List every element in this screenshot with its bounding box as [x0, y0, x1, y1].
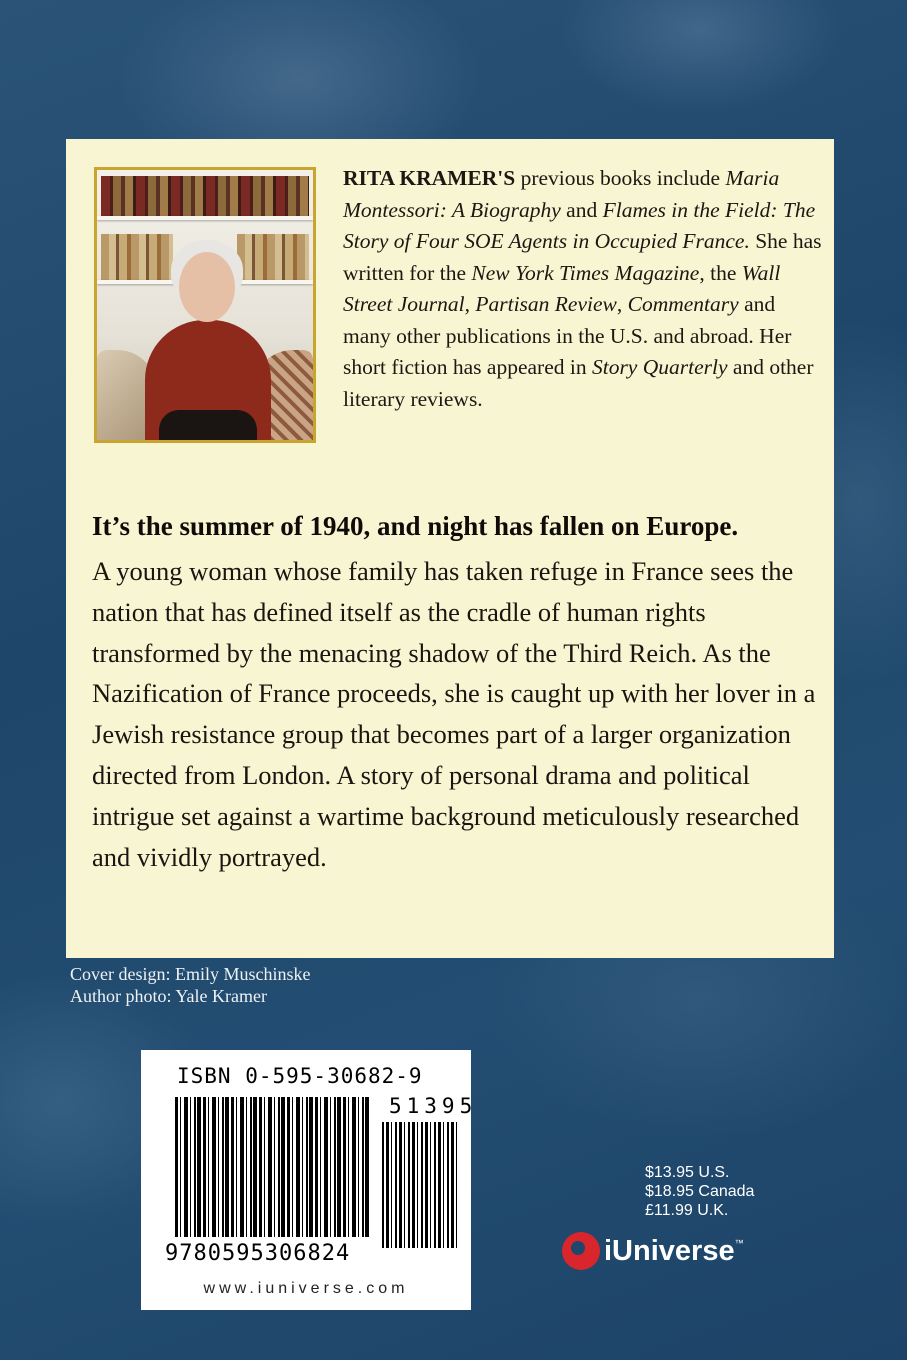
publication-title: Commentary [627, 292, 739, 316]
barcode-box [141, 1050, 478, 1310]
author-face [179, 252, 235, 322]
book-title: Maria Montessori: A Biography [343, 166, 780, 222]
author-name: RITA KRAMER'S [343, 166, 516, 190]
bio-text: previous books include [515, 166, 726, 190]
bookshelf-row [101, 234, 173, 280]
bio-text: , the [699, 260, 742, 285]
author-photo [94, 167, 316, 443]
info-panel [66, 139, 834, 958]
price-us: $13.95 U.S. [645, 1164, 730, 1181]
price-list [645, 1163, 754, 1220]
cover-design-credit: Cover design: Emily Muschinske [70, 964, 311, 984]
bookshelf-row [101, 176, 309, 216]
bio-text: She has written for the [343, 229, 822, 285]
ean-barcode [175, 1097, 369, 1237]
bookshelf-row [237, 234, 309, 280]
author-bio [343, 163, 823, 415]
author-photo-credit: Author photo: Yale Kramer [70, 986, 267, 1006]
bio-text: and [560, 197, 603, 222]
bio-text: and other literary reviews. [343, 355, 814, 411]
blurb-text: A young woman whose family has taken refuge in France sees the nation that has defined itself as the cradle of human rights transformed by the menacing shadow of the Third Reich. As the Nazification of France proceeds, she is caught up with her lover in a Jewish resistance group that becomes part of a larger organization directed from London. A story of personal drama and political intrigue set against a wartime background meticulously researched and vividly portrayed. [92, 556, 816, 872]
publication-title: Wall Street Journal [343, 260, 781, 316]
ean-number: 9780595306824 [165, 1241, 351, 1266]
book-title: Flames in the Field: The Story of Four SOE Agents in Occupied France. [343, 197, 816, 253]
website-url: www.iuniverse.com [203, 1280, 409, 1297]
addon-barcode [382, 1122, 460, 1248]
iuniverse-logo-icon [562, 1232, 600, 1270]
publication-title: Story Quarterly [591, 355, 728, 379]
author-legs [159, 410, 257, 443]
bio-text: , [616, 292, 628, 316]
publisher-logo [562, 1232, 744, 1270]
isbn-label: ISBN 0-595-30682-9 [177, 1064, 423, 1088]
publication-title: New York Times Magazine [471, 260, 700, 285]
shelf [97, 216, 313, 220]
price-addon-number: 51395 [389, 1094, 478, 1118]
price-uk: £11.99 U.K. [645, 1202, 729, 1219]
credits [70, 963, 310, 1007]
price-canada: $18.95 Canada [645, 1183, 755, 1200]
blurb-headline: It’s the summer of 1940, and night has fallen on Europe. [92, 511, 739, 541]
publication-title: Partisan Review [475, 292, 617, 316]
bio-text: , [464, 292, 476, 316]
trademark-symbol: ™ [734, 1238, 744, 1248]
publisher-name: iUniverse [604, 1234, 735, 1267]
bio-text: and many other publications in the U.S. and abroad. Her short fiction has appeared in [343, 292, 792, 379]
